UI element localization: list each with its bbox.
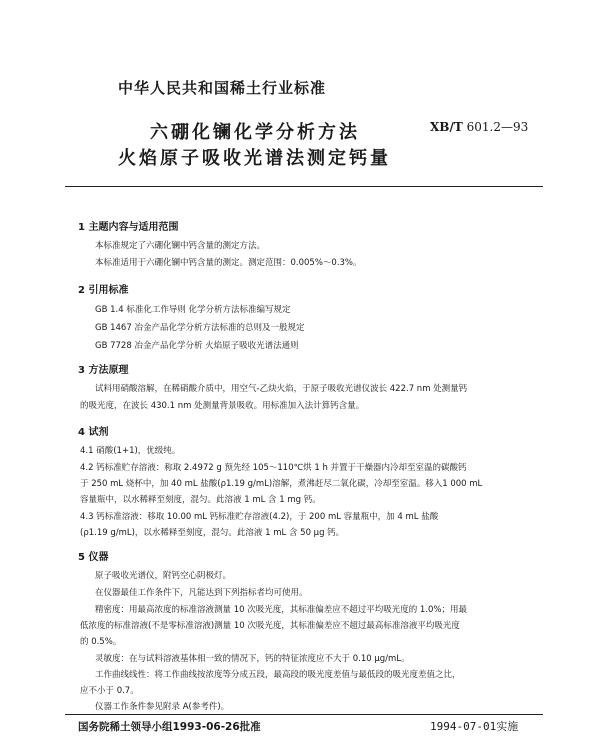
- document-title-line2: 火焰原子吸收光谱法测定钙量: [118, 148, 391, 169]
- ref-item-1: GB 1.4 标准化工作导则 化学分析方法标准编写规定: [95, 305, 291, 315]
- reagent-4-2-line2: 于 250 mL 烧杯中，加 40 mL 盐酸(ρ1.19 g/mL)溶解，煮沸赶尽二氧化碳，冷却至室温。移入1 000 mL: [80, 479, 483, 489]
- reagent-4-3-line1: 4.3 钙标准溶液：移取 10.00 mL 钙标准贮存溶液(4.2)，于 200 mL 容量瓶中，加 4 mL 盐酸: [80, 512, 439, 522]
- section-1-p1: 本标准规定了六硼化镧中钙含量的测定方法。: [95, 241, 266, 251]
- section-5-p2: 在仪器最佳工作条件下，凡能达到下列指标者均可使用。: [95, 588, 308, 598]
- section-1-p2: 本标准适用于六硼化镧中钙含量的测定。测定范围：0.005%～0.3%。: [95, 258, 362, 268]
- standard-code: [430, 120, 528, 134]
- ref-item-3: GB 7728 冶金产品化学分析 火焰原子吸收光谱法通则: [95, 341, 299, 351]
- section-5-p3-line3: 的 0.5%。: [80, 637, 122, 647]
- reagent-4-2-line1: 4.2 钙标准贮存溶液：称取 2.4972 g 预先经 105～110℃烘 1 h 并置于干燥器内冷却至室温的碳酸钙: [80, 463, 467, 473]
- section-3-line1: 试料用硝酸溶解，在稀硝酸介质中，用空气-乙炔火焰，于原子吸收光谱仪波长 422.7 nm 处测量钙: [95, 384, 468, 394]
- section-5-p3-line2: 低浓度的标准溶液(不是零标准溶液)测量 10 次吸光度，其标准偏差应不超过最高标准溶液平均吸光度: [80, 621, 460, 631]
- section-4-heading: 4 试剂: [78, 427, 109, 438]
- section-3-line2: 的吸光度，在波长 430.1 nm 处测量背景吸收。用标准加入法计算钙含量。: [80, 401, 365, 411]
- ref-item-2: GB 1467 冶金产品化学分析方法标准的总则及一般规定: [95, 323, 305, 333]
- section-2-heading: 2 引用标准: [78, 285, 129, 296]
- approval-date: 国务院稀土领导小组1993-06-26批准: [78, 721, 261, 733]
- section-5-p5-line2: 应不小于 0.7。: [80, 686, 139, 696]
- section-3-heading: 3 方法原理: [78, 365, 129, 376]
- reagent-4-3-line2: (ρ1.19 g/mL)，以水稀释至刻度，混匀。此溶液 1 mL 含 50 μg 钙。: [80, 528, 345, 538]
- section-1-heading: 1 主题内容与适用范围: [78, 222, 179, 233]
- header-rule: [65, 186, 543, 187]
- standard-category-header: 中华人民共和国稀土行业标准: [118, 79, 327, 97]
- section-5-p4: 灵敏度：在与试料溶液基体相一致的情况下，钙的特征浓度应不大于 0.10 μg/mL。: [95, 654, 410, 664]
- reagent-4-2-line3: 容量瓶中，以水稀释至刻度，混匀。此溶液 1 mL 含 1 mg 钙。: [80, 495, 321, 505]
- implementation-date: 1994-07-01实施: [430, 720, 519, 733]
- standard-code-number: 601.2—93: [466, 120, 529, 134]
- footer-rule: [65, 714, 543, 715]
- section-5-heading: 5 仪器: [78, 552, 109, 563]
- section-5-p1: 原子吸收光谱仪，附钙空心阴极灯。: [95, 571, 232, 581]
- section-5-p3-line1: 精密度：用最高浓度的标准溶液测量 10 次吸光度，其标准偏差应不超过平均吸光度的 1.0%；用最: [95, 605, 468, 615]
- section-5-p5-line1: 工作曲线线性：将工作曲线按浓度等分成五段，最高段的吸光度差值与最低段的吸光度差值之比，: [95, 670, 461, 680]
- standard-code-prefix: XB/T: [430, 120, 463, 134]
- section-5-p6: 仪器工作条件参见附录 A(参考件)。: [95, 702, 230, 712]
- document-title-line1: 六硼化镧化学分析方法: [150, 122, 360, 143]
- reagent-4-1: 4.1 硝酸(1+1)，优级纯。: [80, 446, 181, 456]
